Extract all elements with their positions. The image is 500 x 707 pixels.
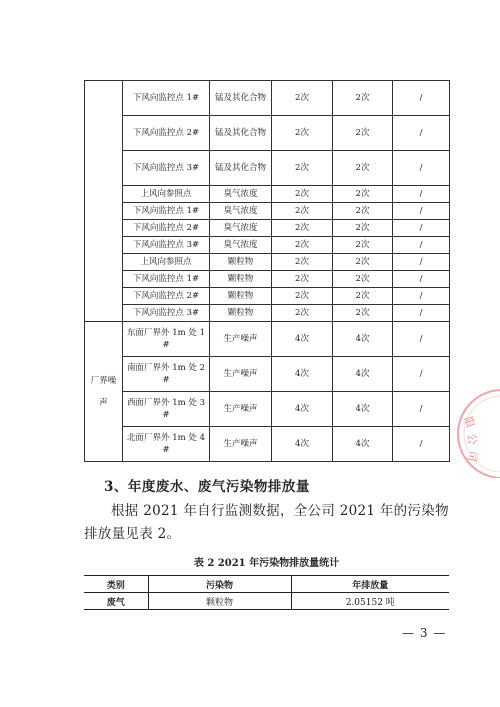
- frequency-cell: 4次: [333, 427, 393, 462]
- table-caption: 表 2 2021 年污染物排放量统计: [193, 558, 340, 569]
- frequency-cell: 2次: [272, 81, 333, 116]
- note-cell: /: [393, 237, 450, 254]
- note-cell: /: [393, 427, 450, 462]
- category-cell-air: [85, 81, 123, 322]
- section-title: 3、年度废水、废气污染物排放量: [104, 479, 310, 495]
- monitoring-row: [85, 305, 450, 322]
- frequency-cell: 2次: [272, 288, 333, 305]
- frequency-cell: 2次: [272, 116, 333, 151]
- svg-text:公: 公: [465, 433, 479, 446]
- monitoring-row: [85, 237, 450, 254]
- note-cell: /: [393, 151, 450, 186]
- monitoring-item-cell: 颗粒物: [210, 271, 272, 288]
- monitoring-item-cell: 锰及其化合物: [210, 81, 272, 116]
- frequency-cell: 2次: [272, 237, 333, 254]
- note-cell: /: [393, 392, 450, 427]
- monitoring-item-cell: 生产噪声: [210, 392, 272, 427]
- note-cell: /: [393, 288, 450, 305]
- frequency-cell: 4次: [272, 322, 333, 357]
- header-category: 类别: [84, 576, 148, 593]
- monitoring-point-cell: 东面厂界外 1m 处 1#: [123, 322, 210, 357]
- note-cell: /: [393, 322, 450, 357]
- monitoring-item-cell: 生产噪声: [210, 357, 272, 392]
- note-cell: /: [393, 116, 450, 151]
- monitoring-point-cell: 上风向参照点: [123, 186, 210, 203]
- note-cell: /: [393, 305, 450, 322]
- noise-row: [85, 322, 450, 357]
- noise-row: [85, 427, 450, 462]
- monitoring-row: [85, 254, 450, 271]
- monitoring-item-cell: 生产噪声: [210, 427, 272, 462]
- monitoring-item-cell: 锰及其化合物: [210, 151, 272, 186]
- monitoring-point-cell: 下风向监控点 3#: [123, 305, 210, 322]
- frequency-cell: 2次: [333, 288, 393, 305]
- frequency-cell: 4次: [272, 392, 333, 427]
- monitoring-point-cell: 下风向监控点 2#: [123, 220, 210, 237]
- monitoring-row: [85, 151, 450, 186]
- frequency-cell: 2次: [333, 151, 393, 186]
- frequency-cell: 2次: [333, 116, 393, 151]
- frequency-cell: 2次: [333, 81, 393, 116]
- frequency-cell: 2次: [333, 254, 393, 271]
- frequency-cell: 2次: [272, 220, 333, 237]
- frequency-cell: 2次: [272, 305, 333, 322]
- monitoring-point-cell: 北面厂界外 1m 处 4#: [123, 427, 210, 462]
- monitoring-row: [85, 220, 450, 237]
- monitoring-row: [85, 288, 450, 305]
- frequency-cell: 2次: [333, 220, 393, 237]
- monitoring-row: [85, 271, 450, 288]
- monitoring-row: [85, 186, 450, 203]
- cell-pollutant: 颗粒物: [148, 593, 291, 610]
- note-cell: /: [393, 81, 450, 116]
- monitoring-item-cell: 颗粒物: [210, 305, 272, 322]
- monitoring-point-cell: 下风向监控点 2#: [123, 116, 210, 151]
- frequency-cell: 4次: [333, 357, 393, 392]
- frequency-cell: 2次: [333, 186, 393, 203]
- monitoring-item-cell: 颗粒物: [210, 254, 272, 271]
- note-cell: /: [393, 203, 450, 220]
- monitoring-point-cell: 下风向监控点 1#: [123, 81, 210, 116]
- body-paragraph: 根据 2021 年自行监测数据，全公司 2021 年的污染物排放量见表 2。: [84, 503, 449, 542]
- emission-table-header: [84, 576, 449, 593]
- frequency-cell: 2次: [272, 271, 333, 288]
- category-cell-noise: 厂界噪声: [85, 322, 123, 462]
- monitoring-row: [85, 203, 450, 220]
- monitoring-point-cell: 下风向监控点 3#: [123, 151, 210, 186]
- noise-row: [85, 392, 450, 427]
- monitoring-item-cell: 臭气浓度: [210, 186, 272, 203]
- frequency-cell: 2次: [272, 151, 333, 186]
- frequency-cell: 2次: [272, 254, 333, 271]
- note-cell: /: [393, 271, 450, 288]
- page-number: — 3 —: [402, 626, 447, 640]
- monitoring-item-cell: 臭气浓度: [210, 237, 272, 254]
- monitoring-point-cell: 上风向参照点: [123, 254, 210, 271]
- svg-text:司: 司: [465, 449, 480, 463]
- monitoring-row: [85, 81, 450, 116]
- frequency-cell: 2次: [333, 271, 393, 288]
- frequency-cell: 4次: [272, 427, 333, 462]
- company-seal-stamp: [440, 378, 500, 478]
- monitoring-point-cell: 下风向监控点 3#: [123, 237, 210, 254]
- monitoring-point-cell: 下风向监控点 1#: [123, 271, 210, 288]
- noise-row: [85, 357, 450, 392]
- monitoring-item-cell: 颗粒物: [210, 288, 272, 305]
- header-annual-emission: 年排放量: [291, 576, 449, 593]
- monitoring-item-cell: 臭气浓度: [210, 220, 272, 237]
- note-cell: /: [393, 186, 450, 203]
- emission-table: [84, 575, 449, 610]
- frequency-cell: 4次: [333, 322, 393, 357]
- monitoring-table: [84, 80, 450, 462]
- monitoring-point-cell: 西面厂界外 1m 处 3#: [123, 392, 210, 427]
- svg-text:限: 限: [461, 414, 477, 430]
- monitoring-item-cell: 臭气浓度: [210, 203, 272, 220]
- monitoring-item-cell: 锰及其化合物: [210, 116, 272, 151]
- frequency-cell: 2次: [272, 203, 333, 220]
- monitoring-point-cell: 南面厂界外 1m 处 2#: [123, 357, 210, 392]
- frequency-cell: 2次: [333, 203, 393, 220]
- note-cell: /: [393, 220, 450, 237]
- monitoring-point-cell: 下风向监控点 1#: [123, 203, 210, 220]
- header-pollutant: 污染物: [148, 576, 291, 593]
- monitoring-point-cell: 下风向监控点 2#: [123, 288, 210, 305]
- cell-annual-emission: 2.05152 吨: [291, 593, 449, 610]
- emission-table-row: [84, 593, 449, 610]
- frequency-cell: 2次: [333, 305, 393, 322]
- frequency-cell: 4次: [272, 357, 333, 392]
- cell-category: 废气: [84, 593, 148, 610]
- monitoring-row: [85, 116, 450, 151]
- frequency-cell: 2次: [333, 237, 393, 254]
- frequency-cell: 4次: [333, 392, 393, 427]
- frequency-cell: 2次: [272, 186, 333, 203]
- note-cell: /: [393, 254, 450, 271]
- note-cell: /: [393, 357, 450, 392]
- monitoring-item-cell: 生产噪声: [210, 322, 272, 357]
